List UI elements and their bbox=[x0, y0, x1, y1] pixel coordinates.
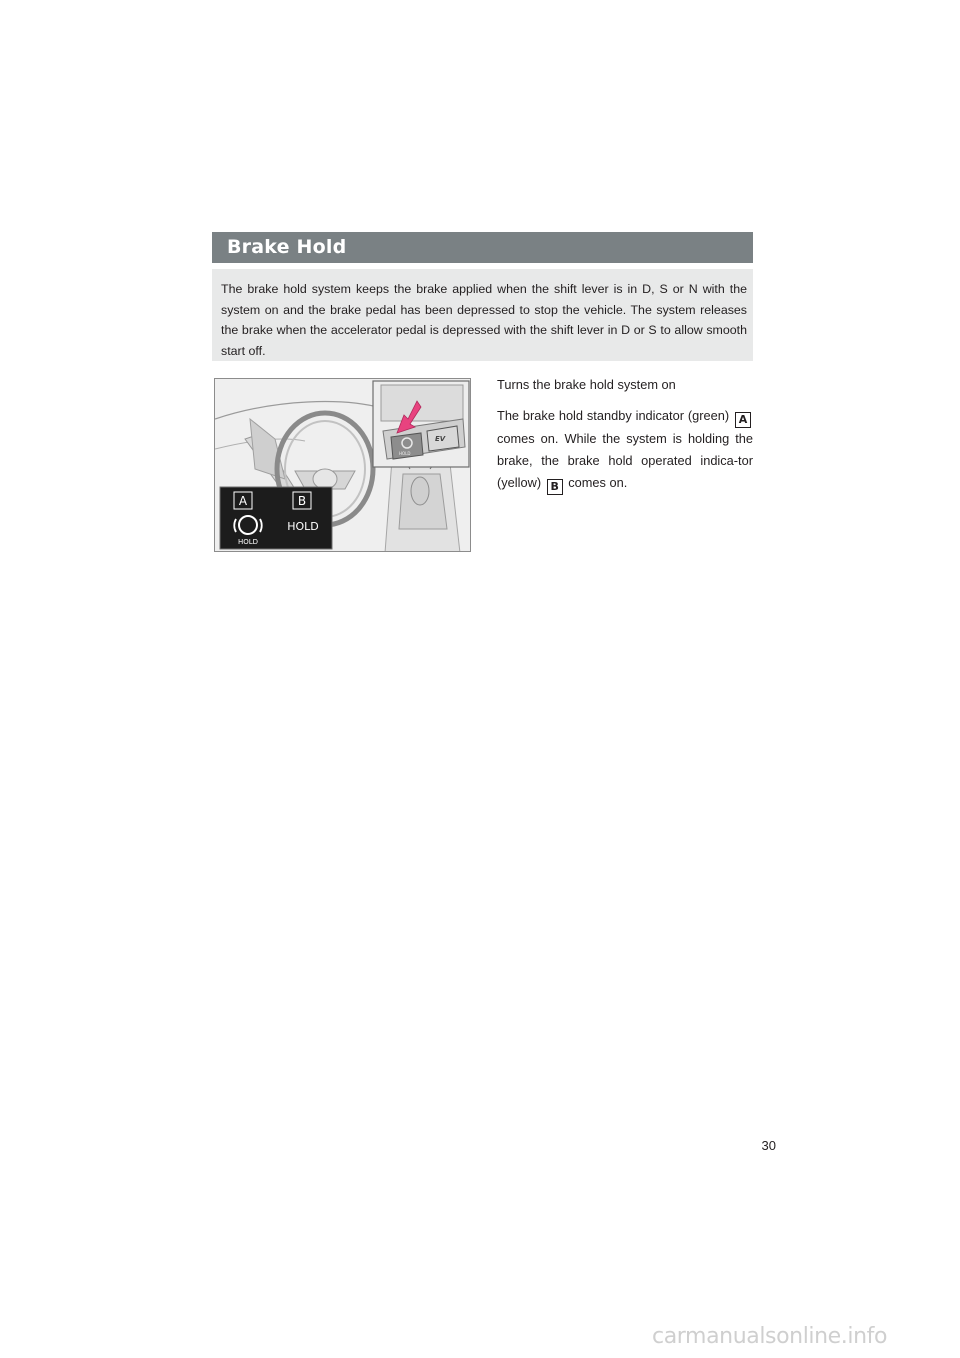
section-title: Brake Hold bbox=[227, 236, 347, 258]
section-header bbox=[212, 232, 753, 263]
step-text: Turns the brake hold system on bbox=[497, 377, 676, 392]
switch-hold-text: HOLD bbox=[399, 451, 411, 456]
switch-ev-text: EV bbox=[435, 435, 446, 443]
callout-b-marker: B bbox=[547, 479, 563, 495]
dashboard-illustration bbox=[214, 378, 471, 552]
explanation-part-2: comes on. While the system is holding the brake, the brake hold operated indica-tor (yellow) bbox=[497, 431, 753, 490]
indicator-hold-label-b: HOLD bbox=[287, 520, 319, 533]
intro-text: The brake hold system keeps the brake applied when the shift lever is in D, S or N with the system on and the brake pedal has been depressed to stop the vehicle. The system releases the brake when the accelerator pedal is depressed with the shift lever in D or S to allow smooth start off. bbox=[221, 282, 747, 358]
callout-a-marker: A bbox=[735, 412, 751, 428]
intro-box bbox=[212, 269, 753, 361]
watermark-link[interactable]: carmanualsonline.info bbox=[652, 1324, 888, 1349]
dashboard-drawing bbox=[215, 379, 471, 552]
indicator-explanation bbox=[497, 405, 753, 495]
indicator-callout-b: B bbox=[297, 494, 307, 508]
explanation-part-3: comes on. bbox=[568, 475, 628, 490]
explanation-part-1: The brake hold standby indicator (green) bbox=[497, 408, 730, 423]
indicator-callout-a: A bbox=[238, 494, 248, 508]
page-number: 30 bbox=[761, 1138, 776, 1153]
description bbox=[497, 374, 753, 495]
indicator-hold-label-a: HOLD bbox=[237, 538, 259, 546]
